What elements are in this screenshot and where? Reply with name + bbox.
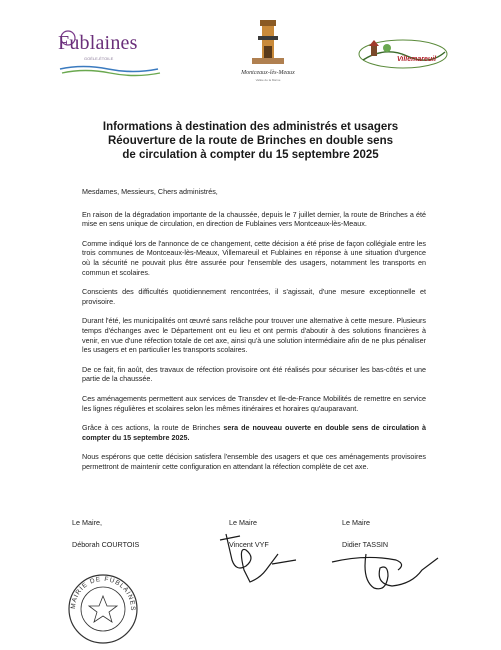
signature-courtois bbox=[72, 518, 139, 549]
paragraph-8: Nous espérons que cette décision satisfera l'ensemble des usagers et que ces aménagements provisoires permettront de maintenir cette configuration en attendant la réfection complète de cet axe. bbox=[82, 452, 426, 471]
signature-name: Déborah COURTOIS bbox=[72, 540, 140, 549]
signature-title: Le Maire bbox=[229, 518, 257, 527]
title-line-2: Réouverture de la route de Brinches en double sens bbox=[107, 135, 394, 147]
montceaux-logo bbox=[228, 14, 308, 94]
signature-title: Le Maire, bbox=[72, 518, 102, 527]
paragraph-7-text: Grâce à ces actions, la route de Brinches bbox=[82, 423, 224, 433]
paragraph-1: En raison de la dégradation importante de la chaussée, depuis le 7 juillet dernier, la route de Brinches a été mise en sens unique de circulation, en direction de Fublaines vers Montceaux-lès-Meaux. bbox=[82, 209, 426, 229]
town-hall-stamp bbox=[66, 572, 140, 646]
letter-body bbox=[82, 187, 426, 471]
paragraph-6: Ces aménagements permettent aux services de Transdev et Ile-de-France Mobilités de remettre en service les lignes régulières et scolaires selon les mêmes itinéraires et horaires qu'auparavant. bbox=[82, 393, 426, 413]
fublaines-logo-text: Fublaines bbox=[58, 32, 138, 54]
waves-icon bbox=[58, 64, 168, 78]
montceaux-logo-text: Montceaux-lès-Meaux bbox=[241, 70, 295, 76]
villemareuil-logo bbox=[355, 32, 450, 82]
header-logos bbox=[0, 14, 501, 99]
paragraph-7-bold: sera de nouveau ouverte en double sens de circulation à compter du 15 septembre 2025. bbox=[82, 423, 426, 442]
handwritten-signature-vyf bbox=[216, 530, 306, 590]
fublaines-logo bbox=[58, 24, 168, 74]
village-landscape-icon bbox=[355, 32, 450, 72]
title-line-1: Informations à destination des administrés et usagers bbox=[102, 121, 399, 133]
villemareuil-logo-text: Villemareuil bbox=[397, 56, 437, 63]
handwritten-signature-tassin bbox=[326, 540, 446, 600]
paragraph-7 bbox=[82, 423, 426, 442]
title-line-3: de circulation à compter du 15 septembre 2025 bbox=[122, 149, 379, 161]
svg-text:MAIRIE DE FUBLAINES bbox=[70, 576, 136, 612]
paragraph-2: Comme indiqué lors de l'annonce de ce changement, cette décision a été prise de façon collégiale entre les trois communes de Montceaux-lès-Meaux, Villemareuil et Fublaines en réponse à une situation d'urgence où la sécurité ne pouvait plus être assurée pour l'ensemble des usagers, notamment les transports en commun et scolaires. bbox=[82, 238, 426, 277]
signature-name: Vincent VYF bbox=[229, 540, 269, 549]
paragraph-3: Conscients des difficultés quotidiennement rencontrées, il s'agissait, d'une mesure exceptionnelle et provisoire. bbox=[82, 287, 426, 306]
signature-title: Le Maire bbox=[342, 518, 370, 527]
fublaines-tagline: GOÉLE-ÉTOILE bbox=[84, 56, 114, 61]
signature-name: Didier TASSIN bbox=[342, 540, 389, 549]
montceaux-logo-sub: Vallée de la Marne bbox=[255, 78, 281, 82]
paragraph-4: Durant l'été, les municipalités ont œuvré sans relâche pour trouver une alternative à cette mesure. Plusieurs temps d'échanges avec le Département ont eu lieu et ont permis d'aboutir à des solutions financières à venir, en vue d'une réfection totale de cet axe, ainsi qu'à une solution intermédiaire afin de ne plus pénaliser les usagers et en particulier les transports scolaires. bbox=[82, 316, 426, 355]
greeting: Mesdames, Messieurs, Chers administrés, bbox=[82, 187, 218, 196]
stamp-text: MAIRIE DE FUBLAINES bbox=[69, 575, 137, 612]
castle-icon bbox=[228, 14, 308, 70]
document-title bbox=[60, 120, 441, 162]
paragraph-5: De ce fait, fin août, des travaux de réfection provisoire ont été réalisés pour sécuriser les bas-côtés et une partie de la chaussée. bbox=[82, 364, 426, 384]
